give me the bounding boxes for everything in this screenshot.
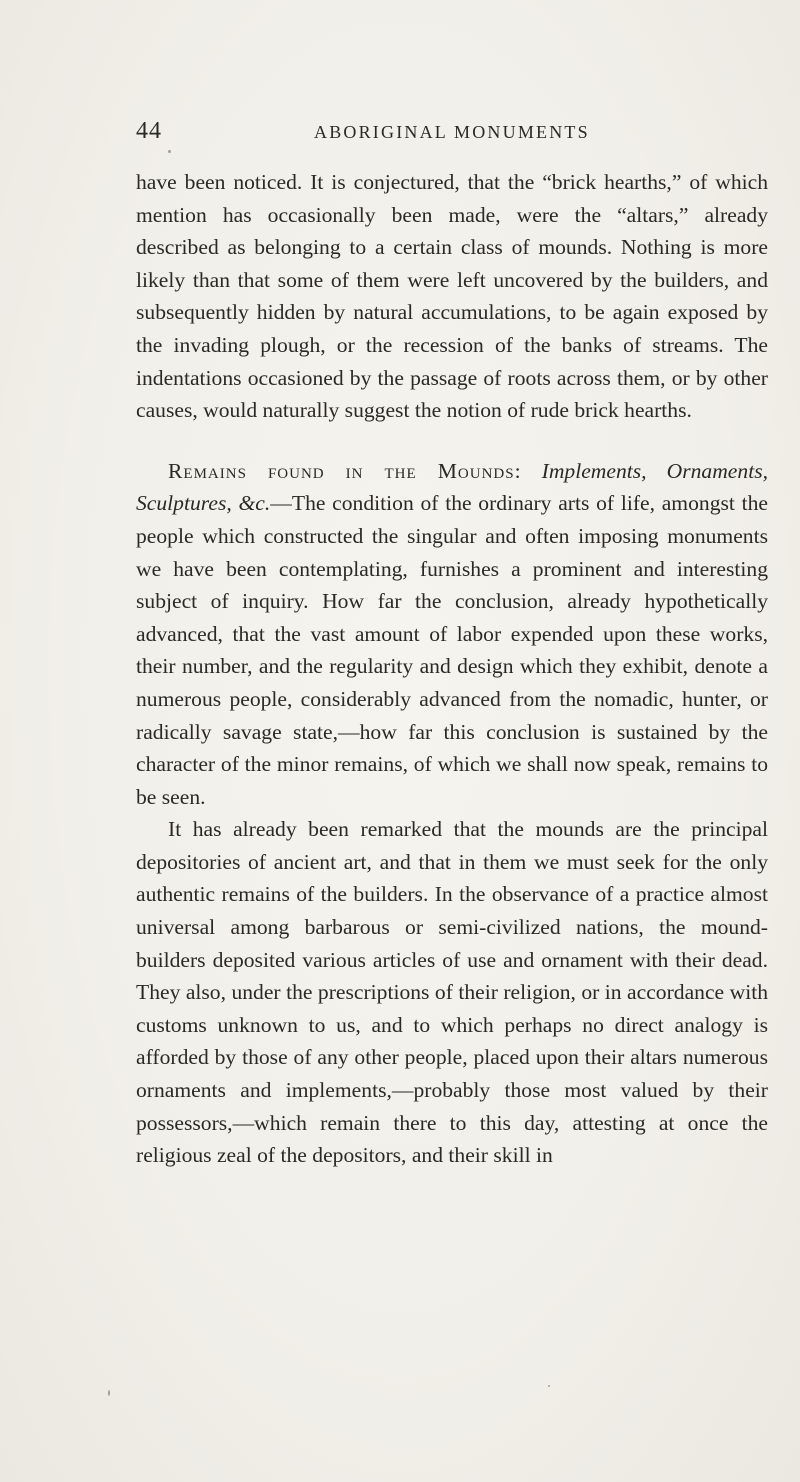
section-subheading: Implements, Ornaments, Sculptures, &c. xyxy=(136,458,768,516)
running-title: ABORIGINAL MONUMENTS xyxy=(314,122,590,142)
body-text xyxy=(136,166,768,1172)
paper-speck xyxy=(548,1385,550,1387)
paragraph-continuation: have been noticed. It is conjectured, that the “brick hearths,” of which mention has occasionally been made, were the “altars,” already described as belonging to a certain class of mounds. Nothing is more likely than that some of them were left uncovered by the builders, and subsequently hidden by natural accumulations, to be again exposed by the invading plough, or the recession of the banks of streams. The indentations occasioned by the passage of roots across them, or by other causes, would naturally suggest the notion of rude brick hearths. xyxy=(136,170,768,423)
paragraph-text: —The condition of the ordinary arts of life, amongst the people which constructed the singular and often imposing monuments we have been contemplating, furnishes a prominent and interesting subject of inquiry. How far the conclusion, already hypothetically advanced, that the vast amount of labor expended upon these works, their number, and the regularity and design which they exhibit, denote a numerous people, considerably advanced from the nomadic, hunter, or radically savage state,—how far this conclusion is sustained by the character of the minor remains, of which we shall now speak, remains to be seen. xyxy=(136,491,769,809)
paragraph-section-start xyxy=(136,455,768,814)
paragraph: It has already been remarked that the mounds are the principal depositories of ancient art, and that in them we must seek for the only authentic remains of the builders. In the observance of a practice almost universal among barbarous or semi-civilized nations, the mound-builders deposited various articles of use and ornament with their dead. They also, under the prescriptions of their religion, or in accordance with customs unknown to us, and to which perhaps no direct analogy is afforded by those of any other people, placed upon their altars numerous ornaments and implements,—probably those most valued by their possessors,—which remain there to this day, attesting at once the religious zeal of the depositors, and their skill in xyxy=(136,817,768,1168)
page-number: 44 xyxy=(136,118,162,144)
section-heading: Remains found in the Mounds: xyxy=(168,458,522,483)
paper-speck xyxy=(168,150,171,153)
page-header xyxy=(136,118,768,150)
paper-speck xyxy=(108,1390,110,1396)
